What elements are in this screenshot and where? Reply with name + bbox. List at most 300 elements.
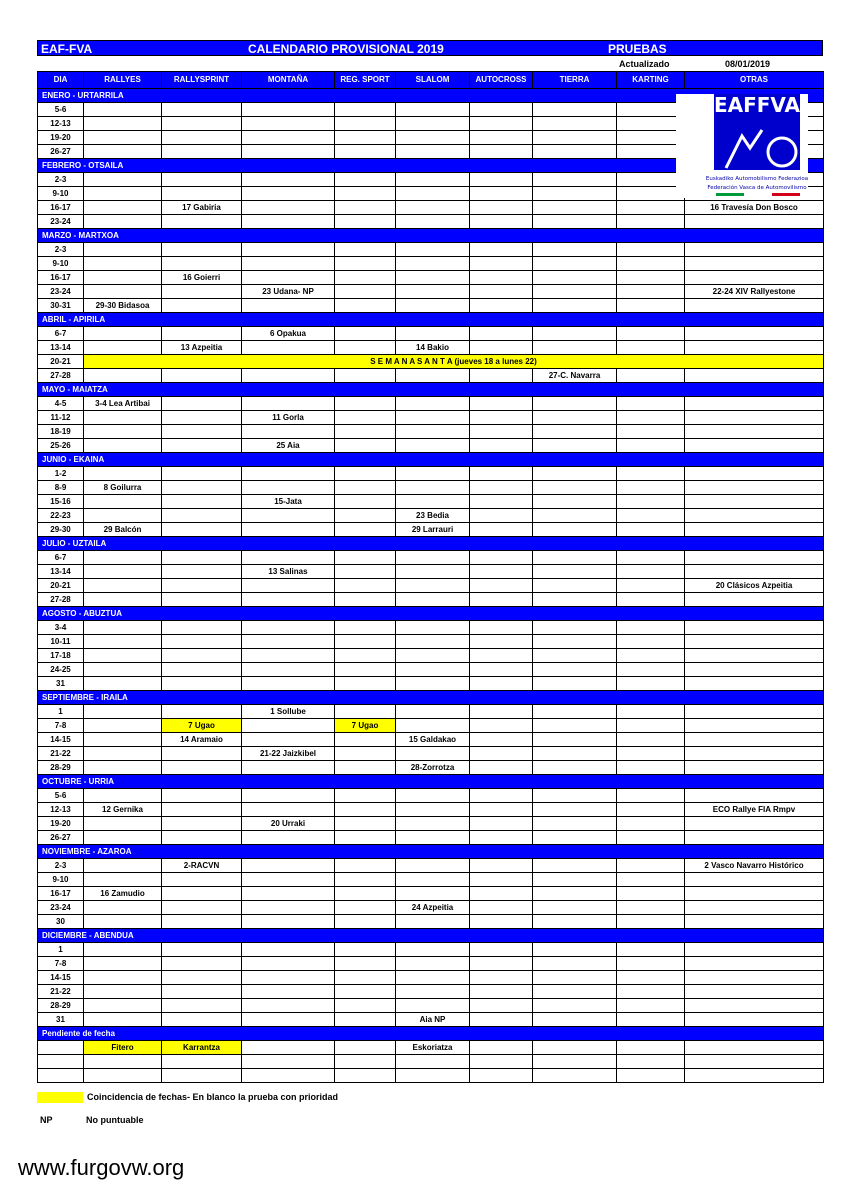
table-row — [38, 859, 824, 873]
event-cell — [533, 719, 617, 733]
event-cell: Eskoriatza — [396, 1041, 470, 1055]
event-cell — [685, 425, 824, 439]
legend-coincidence-text: Coincidencia de fechas- En blanco la prueba con prioridad — [87, 1092, 339, 1102]
table-row — [38, 593, 824, 607]
event-cell — [617, 495, 685, 509]
event-cell — [396, 985, 470, 999]
day-cell: 16-17 — [38, 201, 84, 215]
event-cell — [470, 1041, 533, 1055]
table-row — [38, 915, 824, 929]
event-cell — [162, 425, 242, 439]
event-cell — [533, 677, 617, 691]
semana-santa-banner: S E M A N A S A N T A (jueves 18 a lunes 22) — [84, 355, 824, 369]
event-cell — [533, 439, 617, 453]
event-cell — [617, 327, 685, 341]
table-row — [38, 957, 824, 971]
event-cell — [617, 369, 685, 383]
event-cell — [470, 341, 533, 355]
event-cell — [470, 271, 533, 285]
event-cell — [470, 131, 533, 145]
day-cell: 23-24 — [38, 901, 84, 915]
svg-text:Federación Vasca de Automovili: Federación Vasca de Automovilismo — [707, 185, 807, 191]
event-cell — [242, 733, 335, 747]
event-cell: 14 Aramaio — [162, 733, 242, 747]
month-header-row — [38, 775, 824, 789]
event-cell — [242, 789, 335, 803]
event-cell — [617, 579, 685, 593]
event-cell — [84, 649, 162, 663]
event-cell — [617, 1069, 685, 1083]
event-cell — [242, 187, 335, 201]
column-header: AUTOCROSS — [470, 72, 533, 89]
day-cell: 18-19 — [38, 425, 84, 439]
month-header-row — [38, 691, 824, 705]
day-cell: 3-4 — [38, 621, 84, 635]
event-cell — [335, 943, 396, 957]
event-cell — [335, 495, 396, 509]
event-cell — [162, 901, 242, 915]
event-cell — [84, 859, 162, 873]
event-cell — [242, 635, 335, 649]
event-cell — [84, 187, 162, 201]
event-cell — [162, 187, 242, 201]
event-cell — [162, 1069, 242, 1083]
day-cell — [38, 1069, 84, 1083]
month-header-row — [38, 1027, 824, 1041]
event-cell — [685, 747, 824, 761]
event-cell — [84, 467, 162, 481]
column-header: REG. SPORT — [335, 72, 396, 89]
event-cell — [470, 509, 533, 523]
event-cell — [84, 201, 162, 215]
day-cell — [38, 1055, 84, 1069]
event-cell — [162, 593, 242, 607]
np-key: NP — [40, 1115, 53, 1125]
event-cell — [335, 705, 396, 719]
day-cell: 7-8 — [38, 719, 84, 733]
event-cell: 16 Zamudio — [84, 887, 162, 901]
event-cell — [335, 201, 396, 215]
event-cell — [533, 201, 617, 215]
event-cell — [396, 635, 470, 649]
event-cell: 29 Larrauri — [396, 523, 470, 537]
event-cell — [396, 817, 470, 831]
event-cell — [533, 747, 617, 761]
month-header-row — [38, 229, 824, 243]
event-cell: 20 Urraki — [242, 817, 335, 831]
event-cell — [84, 1069, 162, 1083]
event-cell — [242, 131, 335, 145]
event-cell — [685, 705, 824, 719]
event-cell — [685, 439, 824, 453]
event-cell — [396, 1069, 470, 1083]
event-cell — [335, 369, 396, 383]
event-cell — [470, 369, 533, 383]
event-cell — [396, 369, 470, 383]
event-cell — [162, 481, 242, 495]
event-cell — [685, 1013, 824, 1027]
event-cell — [84, 719, 162, 733]
event-cell — [242, 999, 335, 1013]
event-cell — [162, 789, 242, 803]
event-cell — [617, 131, 685, 145]
event-cell — [162, 621, 242, 635]
day-cell: 30-31 — [38, 299, 84, 313]
month-header: Pendiente de fecha — [38, 1027, 824, 1041]
event-cell — [162, 257, 242, 271]
event-cell — [242, 761, 335, 775]
title-bar — [37, 40, 823, 56]
event-cell — [84, 985, 162, 999]
event-cell — [335, 425, 396, 439]
event-cell — [335, 327, 396, 341]
event-cell — [84, 411, 162, 425]
event-cell — [335, 481, 396, 495]
event-cell — [84, 131, 162, 145]
month-header: FEBRERO - OTSAILA — [38, 159, 824, 173]
event-cell — [617, 257, 685, 271]
day-cell: 25-26 — [38, 439, 84, 453]
day-cell: 24-25 — [38, 663, 84, 677]
event-cell — [396, 831, 470, 845]
event-cell — [84, 999, 162, 1013]
event-cell — [533, 565, 617, 579]
event-cell — [335, 971, 396, 985]
event-cell — [470, 285, 533, 299]
event-cell — [84, 117, 162, 131]
event-cell — [162, 495, 242, 509]
event-cell — [470, 411, 533, 425]
event-cell — [617, 985, 685, 999]
event-cell — [470, 467, 533, 481]
event-cell — [470, 215, 533, 229]
event-cell — [396, 215, 470, 229]
event-cell: 2 Vasco Navarro Histórico — [685, 859, 824, 873]
table-row — [38, 299, 824, 313]
table-row — [38, 355, 824, 369]
event-cell — [242, 649, 335, 663]
event-cell — [533, 663, 617, 677]
event-cell — [533, 579, 617, 593]
event-cell — [470, 201, 533, 215]
table-row — [38, 789, 824, 803]
event-cell — [617, 341, 685, 355]
day-cell: 5-6 — [38, 789, 84, 803]
event-cell — [617, 957, 685, 971]
day-cell: 27-28 — [38, 593, 84, 607]
event-cell — [242, 299, 335, 313]
day-cell: 13-14 — [38, 565, 84, 579]
event-cell — [84, 425, 162, 439]
month-header-row — [38, 383, 824, 397]
event-cell — [685, 1069, 824, 1083]
table-row — [38, 677, 824, 691]
event-cell — [470, 901, 533, 915]
month-header: ABRIL - APIRILA — [38, 313, 824, 327]
table-row — [38, 369, 824, 383]
event-cell — [617, 467, 685, 481]
event-cell — [335, 411, 396, 425]
eaffva-logo — [676, 94, 808, 198]
event-cell — [335, 117, 396, 131]
month-header: NOVIEMBRE - AZAROA — [38, 845, 824, 859]
event-cell — [617, 593, 685, 607]
event-cell — [162, 943, 242, 957]
event-cell — [396, 803, 470, 817]
event-cell — [533, 215, 617, 229]
day-cell: 21-22 — [38, 985, 84, 999]
event-cell — [533, 649, 617, 663]
event-cell — [84, 915, 162, 929]
table-row — [38, 201, 824, 215]
event-cell: 13 Salinas — [242, 565, 335, 579]
event-cell — [470, 915, 533, 929]
event-cell: Fitero — [84, 1041, 162, 1055]
day-cell: 28-29 — [38, 999, 84, 1013]
event-cell — [617, 411, 685, 425]
table-row — [38, 803, 824, 817]
event-cell — [242, 397, 335, 411]
month-header: MAYO - MAIATZA — [38, 383, 824, 397]
event-cell — [396, 579, 470, 593]
event-cell — [533, 257, 617, 271]
month-header: DICIEMBRE - ABENDUA — [38, 929, 824, 943]
column-header: RALLYES — [84, 72, 162, 89]
event-cell — [685, 215, 824, 229]
event-cell — [335, 243, 396, 257]
event-cell — [242, 145, 335, 159]
event-cell: 8 Goilurra — [84, 481, 162, 495]
event-cell — [84, 579, 162, 593]
event-cell — [84, 341, 162, 355]
table-row — [38, 649, 824, 663]
day-cell: 12-13 — [38, 117, 84, 131]
event-cell — [617, 803, 685, 817]
event-cell — [242, 201, 335, 215]
event-cell — [685, 243, 824, 257]
event-cell — [162, 173, 242, 187]
event-cell — [617, 1041, 685, 1055]
table-row — [38, 943, 824, 957]
event-cell — [396, 971, 470, 985]
event-cell — [84, 145, 162, 159]
event-cell — [617, 747, 685, 761]
event-cell — [617, 243, 685, 257]
event-cell — [396, 145, 470, 159]
event-cell — [617, 719, 685, 733]
event-cell — [617, 439, 685, 453]
event-cell — [335, 509, 396, 523]
event-cell — [162, 397, 242, 411]
event-cell — [335, 173, 396, 187]
day-cell: 20-21 — [38, 579, 84, 593]
event-cell — [335, 131, 396, 145]
event-cell — [242, 803, 335, 817]
event-cell — [533, 733, 617, 747]
event-cell — [84, 1055, 162, 1069]
month-header: JUNIO - EKAINA — [38, 453, 824, 467]
event-cell: 28-Zorrotza — [396, 761, 470, 775]
event-cell — [617, 425, 685, 439]
event-cell — [533, 803, 617, 817]
event-cell: 16 Travesía Don Bosco — [685, 201, 824, 215]
event-cell — [242, 873, 335, 887]
event-cell — [533, 495, 617, 509]
day-cell: 6-7 — [38, 551, 84, 565]
event-cell — [396, 719, 470, 733]
event-cell — [396, 285, 470, 299]
month-header: SEPTIEMBRE - IRAILA — [38, 691, 824, 705]
table-row — [38, 215, 824, 229]
event-cell — [396, 1055, 470, 1069]
event-cell — [533, 327, 617, 341]
event-cell — [533, 1055, 617, 1069]
table-row — [38, 509, 824, 523]
event-cell — [335, 873, 396, 887]
event-cell — [162, 145, 242, 159]
day-cell: 9-10 — [38, 873, 84, 887]
day-cell: 12-13 — [38, 803, 84, 817]
event-cell — [685, 719, 824, 733]
event-cell: 23 Udana- NP — [242, 285, 335, 299]
event-cell — [470, 257, 533, 271]
event-cell — [533, 761, 617, 775]
event-cell — [470, 117, 533, 131]
event-cell — [685, 467, 824, 481]
table-row — [38, 621, 824, 635]
event-cell — [685, 341, 824, 355]
event-cell — [685, 663, 824, 677]
column-header: OTRAS — [685, 72, 824, 89]
event-cell — [396, 957, 470, 971]
event-cell — [162, 761, 242, 775]
event-cell — [335, 747, 396, 761]
event-cell — [162, 565, 242, 579]
day-cell: 27-28 — [38, 369, 84, 383]
event-cell — [533, 523, 617, 537]
event-cell — [84, 761, 162, 775]
event-cell — [617, 635, 685, 649]
event-cell — [335, 145, 396, 159]
event-cell — [335, 103, 396, 117]
event-cell — [470, 593, 533, 607]
event-cell — [617, 299, 685, 313]
event-cell — [396, 621, 470, 635]
event-cell — [335, 957, 396, 971]
event-cell — [617, 649, 685, 663]
event-cell — [533, 1041, 617, 1055]
event-cell — [533, 971, 617, 985]
event-cell — [335, 999, 396, 1013]
day-cell: 7-8 — [38, 957, 84, 971]
event-cell — [242, 593, 335, 607]
event-cell — [335, 677, 396, 691]
event-cell: 7 Ugao — [162, 719, 242, 733]
event-cell — [396, 663, 470, 677]
event-cell — [685, 495, 824, 509]
event-cell: 22-24 XIV Rallyestone — [685, 285, 824, 299]
table-row — [38, 901, 824, 915]
event-cell — [533, 859, 617, 873]
day-cell: 19-20 — [38, 817, 84, 831]
table-row — [38, 271, 824, 285]
month-header: AGOSTO - ABUZTUA — [38, 607, 824, 621]
event-cell — [533, 999, 617, 1013]
day-cell: 4-5 — [38, 397, 84, 411]
event-cell — [396, 747, 470, 761]
event-cell — [242, 257, 335, 271]
event-cell — [242, 271, 335, 285]
event-cell — [335, 271, 396, 285]
day-cell: 20-21 — [38, 355, 84, 369]
event-cell — [617, 481, 685, 495]
event-cell: 14 Bakio — [396, 341, 470, 355]
table-row — [38, 705, 824, 719]
event-cell — [162, 705, 242, 719]
day-cell: 23-24 — [38, 215, 84, 229]
event-cell — [335, 1055, 396, 1069]
table-row — [38, 481, 824, 495]
event-cell — [335, 733, 396, 747]
event-cell — [396, 705, 470, 719]
table-row — [38, 887, 824, 901]
event-cell — [335, 341, 396, 355]
event-cell: 15-Jata — [242, 495, 335, 509]
event-cell — [685, 551, 824, 565]
event-cell — [470, 173, 533, 187]
table-row — [38, 551, 824, 565]
event-cell — [470, 705, 533, 719]
event-cell — [617, 999, 685, 1013]
footer-watermark: www.furgovw.org — [18, 1155, 185, 1180]
event-cell — [685, 411, 824, 425]
event-cell — [617, 733, 685, 747]
table-row — [38, 663, 824, 677]
event-cell — [533, 1069, 617, 1083]
event-cell — [470, 957, 533, 971]
day-cell: 9-10 — [38, 257, 84, 271]
event-cell — [162, 649, 242, 663]
event-cell — [685, 327, 824, 341]
event-cell — [533, 103, 617, 117]
event-cell — [533, 285, 617, 299]
event-cell — [335, 565, 396, 579]
event-cell: 25 Aia — [242, 439, 335, 453]
event-cell — [470, 649, 533, 663]
event-cell — [162, 579, 242, 593]
event-cell — [396, 481, 470, 495]
month-header: MARZO - MARTXOA — [38, 229, 824, 243]
org-name: EAF-FVA — [41, 42, 93, 56]
event-cell — [685, 481, 824, 495]
event-cell — [396, 257, 470, 271]
event-cell — [470, 1013, 533, 1027]
event-cell: 11 Gorla — [242, 411, 335, 425]
event-cell — [162, 467, 242, 481]
event-cell — [162, 985, 242, 999]
event-cell — [470, 789, 533, 803]
table-row — [38, 1069, 824, 1083]
day-cell: 10-11 — [38, 635, 84, 649]
event-cell — [396, 397, 470, 411]
event-cell — [470, 887, 533, 901]
event-cell — [335, 467, 396, 481]
event-cell — [617, 187, 685, 201]
event-cell — [685, 271, 824, 285]
table-row — [38, 817, 824, 831]
event-cell — [335, 901, 396, 915]
event-cell — [685, 1055, 824, 1069]
